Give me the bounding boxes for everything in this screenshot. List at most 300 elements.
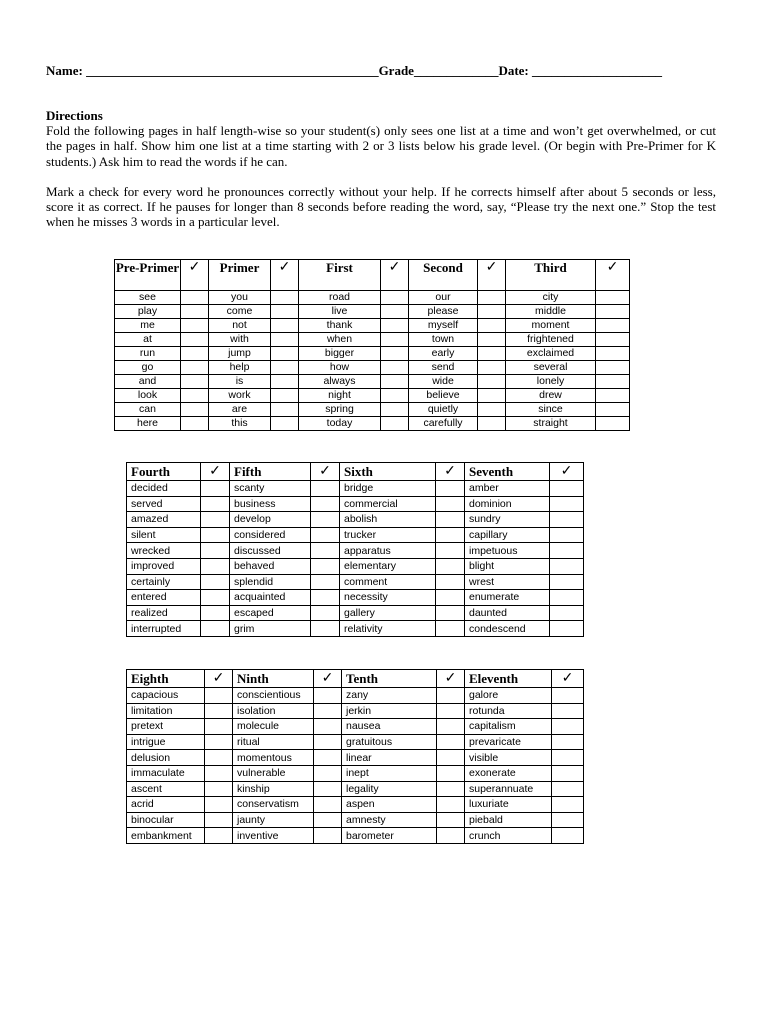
check-box-cell[interactable] <box>381 333 409 347</box>
word-cell: condescend <box>465 621 550 637</box>
word-cell: nausea <box>342 719 437 735</box>
check-box-cell[interactable] <box>314 765 342 781</box>
check-box-cell[interactable] <box>478 291 506 305</box>
word-cell: certainly <box>127 574 201 590</box>
check-box-cell[interactable] <box>181 389 209 403</box>
check-box-cell[interactable] <box>436 605 465 621</box>
check-box-cell[interactable] <box>181 361 209 375</box>
word-cell: come <box>209 305 271 319</box>
check-mark-icon: ✓ <box>552 670 584 688</box>
check-box-cell[interactable] <box>181 403 209 417</box>
check-box-cell[interactable] <box>311 621 340 637</box>
check-box-cell[interactable] <box>550 590 584 606</box>
table-row <box>127 496 584 512</box>
table-row <box>127 621 584 637</box>
level-heading: Eighth <box>127 670 205 688</box>
check-box-cell[interactable] <box>205 750 233 766</box>
word-cell: zany <box>342 688 437 704</box>
check-box-cell[interactable] <box>596 403 630 417</box>
table-row <box>127 605 584 621</box>
word-cell: galore <box>465 688 552 704</box>
word-cell: blight <box>465 558 550 574</box>
check-box-cell[interactable] <box>478 361 506 375</box>
word-cell: bridge <box>340 481 436 497</box>
table-header-row <box>115 260 630 291</box>
table-row <box>115 417 630 431</box>
check-box-cell[interactable] <box>271 291 299 305</box>
check-box-cell[interactable] <box>311 512 340 528</box>
table-row <box>115 319 630 333</box>
check-box-cell[interactable] <box>478 389 506 403</box>
check-box-cell[interactable] <box>314 750 342 766</box>
level-heading: Fifth <box>230 463 311 481</box>
word-cell: scanty <box>230 481 311 497</box>
word-cell: not <box>209 319 271 333</box>
word-cell: daunted <box>465 605 550 621</box>
word-cell: jaunty <box>233 812 314 828</box>
word-cell: jump <box>209 347 271 361</box>
word-cell: night <box>299 389 381 403</box>
check-box-cell[interactable] <box>311 558 340 574</box>
table-row <box>127 734 584 750</box>
check-box-cell[interactable] <box>181 333 209 347</box>
check-box-cell[interactable] <box>201 527 230 543</box>
word-cell: quietly <box>409 403 478 417</box>
table-row <box>127 828 584 844</box>
word-cell: realized <box>127 605 201 621</box>
check-box-cell[interactable] <box>478 333 506 347</box>
check-box-cell[interactable] <box>437 734 465 750</box>
word-cell: sundry <box>465 512 550 528</box>
table-header-row <box>127 463 584 481</box>
word-cell: grim <box>230 621 311 637</box>
check-box-cell[interactable] <box>201 558 230 574</box>
word-cell: capacious <box>127 688 205 704</box>
word-cell: luxuriate <box>465 797 552 813</box>
check-box-cell[interactable] <box>550 496 584 512</box>
check-box-cell[interactable] <box>205 719 233 735</box>
check-box-cell[interactable] <box>550 558 584 574</box>
check-mark-icon: ✓ <box>437 670 465 688</box>
check-box-cell[interactable] <box>271 361 299 375</box>
word-cell: molecule <box>233 719 314 735</box>
word-cell: splendid <box>230 574 311 590</box>
word-cell: vulnerable <box>233 765 314 781</box>
table-row <box>127 527 584 543</box>
check-box-cell[interactable] <box>552 719 584 735</box>
word-cell: go <box>115 361 181 375</box>
word-cell: momentous <box>233 750 314 766</box>
word-cell: develop <box>230 512 311 528</box>
check-box-cell[interactable] <box>201 621 230 637</box>
word-cell: spring <box>299 403 381 417</box>
word-cell: please <box>409 305 478 319</box>
table-row <box>127 765 584 781</box>
check-box-cell[interactable] <box>381 361 409 375</box>
check-box-cell[interactable] <box>437 765 465 781</box>
level-heading: Primer <box>209 260 271 291</box>
word-cell: myself <box>409 319 478 333</box>
word-cell: believe <box>409 389 478 403</box>
check-box-cell[interactable] <box>550 574 584 590</box>
check-box-cell[interactable] <box>596 417 630 431</box>
word-cell: crunch <box>465 828 552 844</box>
check-box-cell[interactable] <box>311 574 340 590</box>
check-box-cell[interactable] <box>314 812 342 828</box>
table-row <box>127 750 584 766</box>
word-cell: superannuate <box>465 781 552 797</box>
check-box-cell[interactable] <box>437 812 465 828</box>
table-row <box>115 291 630 305</box>
check-box-cell[interactable] <box>181 347 209 361</box>
word-cell: live <box>299 305 381 319</box>
word-cell: straight <box>506 417 596 431</box>
check-box-cell[interactable] <box>596 375 630 389</box>
word-cell: elementary <box>340 558 436 574</box>
word-cell: jerkin <box>342 703 437 719</box>
check-box-cell[interactable] <box>271 347 299 361</box>
word-cell: discussed <box>230 543 311 559</box>
word-cell: relativity <box>340 621 436 637</box>
check-box-cell[interactable] <box>552 734 584 750</box>
check-box-cell[interactable] <box>314 781 342 797</box>
word-cell: barometer <box>342 828 437 844</box>
check-box-cell[interactable] <box>550 512 584 528</box>
word-cell: when <box>299 333 381 347</box>
word-cell: conscientious <box>233 688 314 704</box>
word-cell: capillary <box>465 527 550 543</box>
check-box-cell[interactable] <box>201 496 230 512</box>
table-row <box>127 574 584 590</box>
check-box-cell[interactable] <box>205 703 233 719</box>
check-box-cell[interactable] <box>201 481 230 497</box>
check-box-cell[interactable] <box>205 765 233 781</box>
check-box-cell[interactable] <box>550 621 584 637</box>
table-row <box>115 375 630 389</box>
check-mark-icon: ✓ <box>311 463 340 481</box>
word-cell: abolish <box>340 512 436 528</box>
word-cell: entered <box>127 590 201 606</box>
word-cell: delusion <box>127 750 205 766</box>
table-row <box>127 688 584 704</box>
check-box-cell[interactable] <box>311 481 340 497</box>
word-cell: town <box>409 333 478 347</box>
word-cell: legality <box>342 781 437 797</box>
table-row <box>127 481 584 497</box>
check-box-cell[interactable] <box>437 719 465 735</box>
check-box-cell[interactable] <box>381 347 409 361</box>
word-cell: comment <box>340 574 436 590</box>
check-box-cell[interactable] <box>596 361 630 375</box>
directions-paragraph-2: Mark a check for every word he pronounces correctly without your help. If he corrects himself after about 5 seconds or less, score it as correct. If he pauses for longer than 8 seconds before reading the word, say, “Please try the next one.” Stop the test when he misses 3 words in a particular level. <box>46 183 716 230</box>
word-cell: bigger <box>299 347 381 361</box>
check-box-cell[interactable] <box>596 347 630 361</box>
check-box-cell[interactable] <box>314 797 342 813</box>
check-box-cell[interactable] <box>550 527 584 543</box>
check-box-cell[interactable] <box>437 797 465 813</box>
word-cell: exonerate <box>465 765 552 781</box>
word-cell: commercial <box>340 496 436 512</box>
word-cell: embankment <box>127 828 205 844</box>
check-box-cell[interactable] <box>201 605 230 621</box>
check-box-cell[interactable] <box>552 765 584 781</box>
check-box-cell[interactable] <box>436 574 465 590</box>
check-box-cell[interactable] <box>596 389 630 403</box>
level-heading: Fourth <box>127 463 201 481</box>
name-grade-date-line: Name: _____________________________________________Grade_____________Date: ____________________ <box>46 63 663 78</box>
check-box-cell[interactable] <box>381 389 409 403</box>
level-heading: First <box>299 260 381 291</box>
word-cell: considered <box>230 527 311 543</box>
check-box-cell[interactable] <box>436 543 465 559</box>
table-row <box>115 347 630 361</box>
word-cell: moment <box>506 319 596 333</box>
check-mark-icon: ✓ <box>271 260 299 291</box>
word-cell: lonely <box>506 375 596 389</box>
word-cell: isolation <box>233 703 314 719</box>
check-box-cell[interactable] <box>478 403 506 417</box>
check-box-cell[interactable] <box>478 347 506 361</box>
word-cell: amazed <box>127 512 201 528</box>
word-cell: kinship <box>233 781 314 797</box>
word-cell: acrid <box>127 797 205 813</box>
word-list-table-2 <box>126 462 584 637</box>
word-cell: dominion <box>465 496 550 512</box>
word-cell: ritual <box>233 734 314 750</box>
check-box-cell[interactable] <box>271 333 299 347</box>
check-box-cell[interactable] <box>437 781 465 797</box>
word-cell: run <box>115 347 181 361</box>
check-box-cell[interactable] <box>201 590 230 606</box>
word-cell: since <box>506 403 596 417</box>
word-cell: piebald <box>465 812 552 828</box>
check-box-cell[interactable] <box>201 574 230 590</box>
word-cell: binocular <box>127 812 205 828</box>
word-cell: amnesty <box>342 812 437 828</box>
check-box-cell[interactable] <box>552 812 584 828</box>
table-row <box>127 590 584 606</box>
word-cell: see <box>115 291 181 305</box>
word-cell: trucker <box>340 527 436 543</box>
check-box-cell[interactable] <box>436 621 465 637</box>
check-box-cell[interactable] <box>181 375 209 389</box>
directions-paragraph-1: Fold the following pages in half length-wise so your student(s) only sees one list at a time and won’t get overwhelmed, or cut the pages in half. Show him one list at a time starting with 2 or 3 lists below his grade level. (Or begin with Pre-Primer for K students.) Ask him to read the words if he can. <box>46 123 716 169</box>
check-box-cell[interactable] <box>381 375 409 389</box>
check-box-cell[interactable] <box>381 291 409 305</box>
check-box-cell[interactable] <box>550 543 584 559</box>
check-box-cell[interactable] <box>311 527 340 543</box>
word-cell: exclaimed <box>506 347 596 361</box>
word-cell: behaved <box>230 558 311 574</box>
check-box-cell[interactable] <box>552 750 584 766</box>
word-cell: apparatus <box>340 543 436 559</box>
check-box-cell[interactable] <box>314 703 342 719</box>
check-box-cell[interactable] <box>478 417 506 431</box>
check-box-cell[interactable] <box>181 305 209 319</box>
word-cell: aspen <box>342 797 437 813</box>
word-cell: served <box>127 496 201 512</box>
word-cell: impetuous <box>465 543 550 559</box>
check-box-cell[interactable] <box>381 305 409 319</box>
check-box-cell[interactable] <box>436 527 465 543</box>
word-cell: at <box>115 333 181 347</box>
word-cell: capitalism <box>465 719 552 735</box>
table-row <box>127 703 584 719</box>
check-box-cell[interactable] <box>550 481 584 497</box>
check-box-cell[interactable] <box>271 417 299 431</box>
check-box-cell[interactable] <box>552 828 584 844</box>
check-box-cell[interactable] <box>271 305 299 319</box>
check-box-cell[interactable] <box>552 781 584 797</box>
level-heading: Eleventh <box>465 670 552 688</box>
word-cell: look <box>115 389 181 403</box>
check-mark-icon: ✓ <box>205 670 233 688</box>
check-box-cell[interactable] <box>314 734 342 750</box>
check-box-cell[interactable] <box>436 558 465 574</box>
check-box-cell[interactable] <box>201 543 230 559</box>
check-box-cell[interactable] <box>311 543 340 559</box>
word-cell: inventive <box>233 828 314 844</box>
check-mark-icon: ✓ <box>436 463 465 481</box>
directions-title: Directions <box>46 108 103 123</box>
word-cell: enumerate <box>465 590 550 606</box>
check-box-cell[interactable] <box>436 512 465 528</box>
word-cell: rotunda <box>465 703 552 719</box>
check-mark-icon: ✓ <box>550 463 584 481</box>
word-cell: help <box>209 361 271 375</box>
word-cell: early <box>409 347 478 361</box>
check-box-cell[interactable] <box>181 291 209 305</box>
word-cell: work <box>209 389 271 403</box>
word-cell: immaculate <box>127 765 205 781</box>
table-row <box>127 512 584 528</box>
check-mark-icon: ✓ <box>314 670 342 688</box>
table-row <box>115 361 630 375</box>
table-row <box>115 305 630 319</box>
table-row <box>127 781 584 797</box>
word-cell: silent <box>127 527 201 543</box>
word-cell: gratuitous <box>342 734 437 750</box>
check-mark-icon: ✓ <box>596 260 630 291</box>
level-heading: Ninth <box>233 670 314 688</box>
check-box-cell[interactable] <box>205 812 233 828</box>
level-heading: Pre-Primer <box>115 260 181 291</box>
word-cell: how <box>299 361 381 375</box>
check-mark-icon: ✓ <box>201 463 230 481</box>
word-cell: this <box>209 417 271 431</box>
word-cell: play <box>115 305 181 319</box>
word-cell: wrest <box>465 574 550 590</box>
check-box-cell[interactable] <box>271 375 299 389</box>
level-heading: Tenth <box>342 670 437 688</box>
word-cell: improved <box>127 558 201 574</box>
check-box-cell[interactable] <box>478 319 506 333</box>
check-box-cell[interactable] <box>205 781 233 797</box>
check-box-cell[interactable] <box>205 734 233 750</box>
check-box-cell[interactable] <box>271 403 299 417</box>
word-cell: me <box>115 319 181 333</box>
word-cell: wide <box>409 375 478 389</box>
check-box-cell[interactable] <box>314 688 342 704</box>
check-box-cell[interactable] <box>596 333 630 347</box>
table-row <box>127 558 584 574</box>
check-mark-icon: ✓ <box>381 260 409 291</box>
check-box-cell[interactable] <box>437 703 465 719</box>
check-box-cell[interactable] <box>436 590 465 606</box>
check-box-cell[interactable] <box>271 389 299 403</box>
check-box-cell[interactable] <box>314 828 342 844</box>
check-mark-icon: ✓ <box>181 260 209 291</box>
check-box-cell[interactable] <box>552 797 584 813</box>
word-cell: drew <box>506 389 596 403</box>
word-cell: ascent <box>127 781 205 797</box>
check-box-cell[interactable] <box>596 291 630 305</box>
check-box-cell[interactable] <box>596 319 630 333</box>
word-cell: always <box>299 375 381 389</box>
word-cell: decided <box>127 481 201 497</box>
check-box-cell[interactable] <box>596 305 630 319</box>
word-list-table-1 <box>114 259 630 431</box>
word-cell: frightened <box>506 333 596 347</box>
check-box-cell[interactable] <box>436 481 465 497</box>
check-box-cell[interactable] <box>552 688 584 704</box>
check-box-cell[interactable] <box>205 797 233 813</box>
check-box-cell[interactable] <box>381 417 409 431</box>
check-box-cell[interactable] <box>381 403 409 417</box>
check-box-cell[interactable] <box>478 305 506 319</box>
word-cell: with <box>209 333 271 347</box>
check-box-cell[interactable] <box>552 703 584 719</box>
check-box-cell[interactable] <box>478 375 506 389</box>
check-mark-icon: ✓ <box>478 260 506 291</box>
check-box-cell[interactable] <box>436 496 465 512</box>
word-cell: carefully <box>409 417 478 431</box>
check-box-cell[interactable] <box>381 319 409 333</box>
word-cell: today <box>299 417 381 431</box>
word-cell: can <box>115 403 181 417</box>
check-box-cell[interactable] <box>437 750 465 766</box>
word-list-table-3 <box>126 669 584 844</box>
table-row <box>127 543 584 559</box>
check-box-cell[interactable] <box>311 605 340 621</box>
check-box-cell[interactable] <box>550 605 584 621</box>
word-cell: send <box>409 361 478 375</box>
check-box-cell[interactable] <box>311 590 340 606</box>
check-box-cell[interactable] <box>205 828 233 844</box>
word-cell: prevaricate <box>465 734 552 750</box>
word-cell: are <box>209 403 271 417</box>
table-row <box>115 333 630 347</box>
check-box-cell[interactable] <box>201 512 230 528</box>
check-box-cell[interactable] <box>271 319 299 333</box>
table-row <box>127 797 584 813</box>
level-heading: Third <box>506 260 596 291</box>
check-box-cell[interactable] <box>181 417 209 431</box>
check-box-cell[interactable] <box>205 688 233 704</box>
check-box-cell[interactable] <box>437 688 465 704</box>
word-cell: interrupted <box>127 621 201 637</box>
word-cell: escaped <box>230 605 311 621</box>
word-cell: amber <box>465 481 550 497</box>
word-cell: is <box>209 375 271 389</box>
table-row <box>115 403 630 417</box>
check-box-cell[interactable] <box>437 828 465 844</box>
check-box-cell[interactable] <box>314 719 342 735</box>
check-box-cell[interactable] <box>311 496 340 512</box>
table-header-row <box>127 670 584 688</box>
word-cell: you <box>209 291 271 305</box>
check-box-cell[interactable] <box>181 319 209 333</box>
